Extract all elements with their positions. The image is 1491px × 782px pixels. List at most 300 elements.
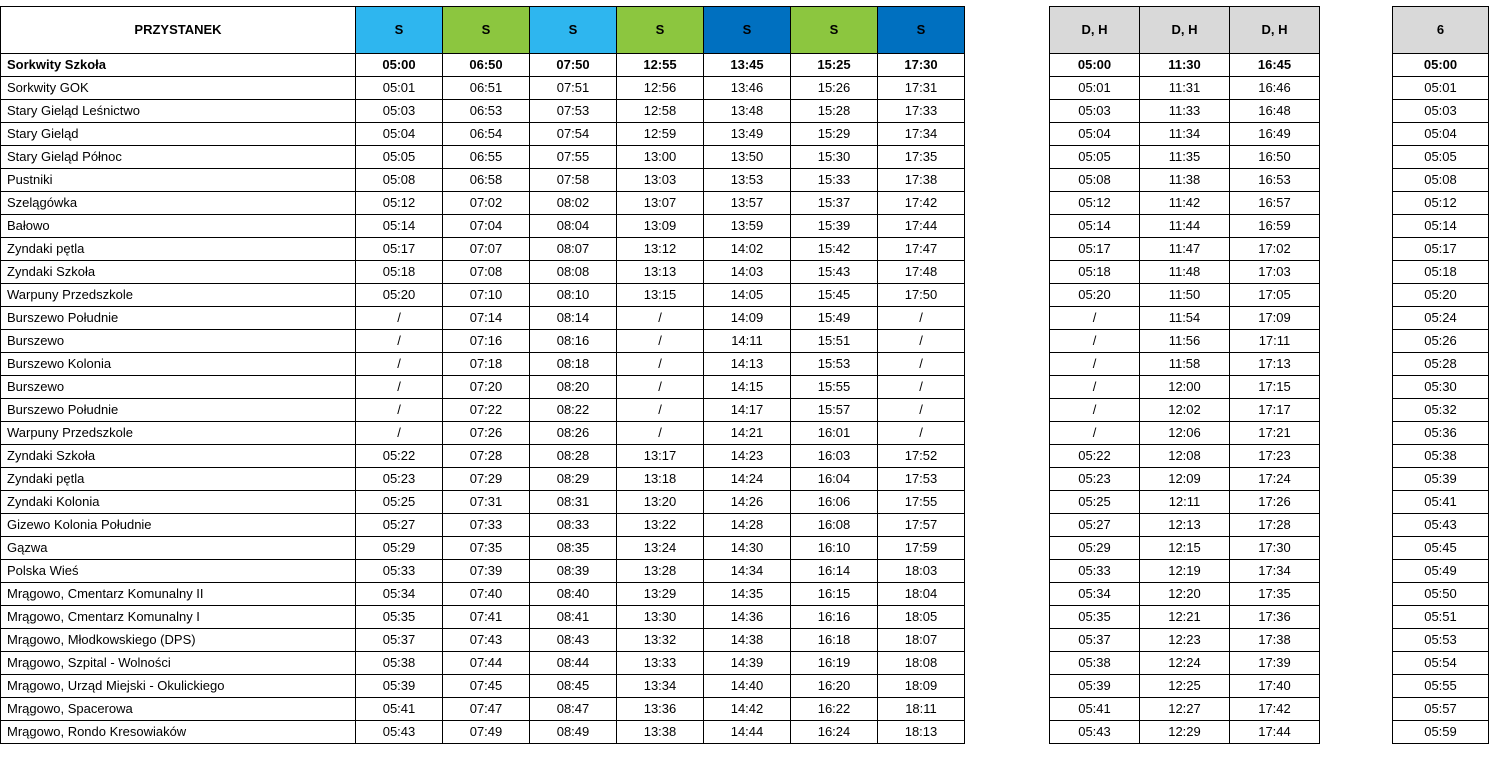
departure-time-cell: 05:30 (1393, 376, 1489, 399)
departure-time-cell: / (617, 307, 704, 330)
departure-time-cell: 07:47 (443, 698, 530, 721)
departure-time-cell: 18:09 (878, 675, 965, 698)
departure-time-cell: 16:06 (791, 491, 878, 514)
departure-time-cell: 12:56 (617, 77, 704, 100)
departure-time-cell: 06:50 (443, 54, 530, 77)
departure-time-cell: 05:22 (1050, 445, 1140, 468)
departure-time-cell: 05:53 (1393, 629, 1489, 652)
departure-time-cell: 14:35 (704, 583, 791, 606)
table-row (1, 537, 965, 560)
table-row (1, 100, 965, 123)
departure-time-cell: 07:43 (443, 629, 530, 652)
departure-time-cell: / (356, 330, 443, 353)
table-row (1050, 537, 1320, 560)
departure-time-cell: 05:20 (1050, 284, 1140, 307)
departure-time-cell: 08:16 (530, 330, 617, 353)
departure-time-cell: 16:04 (791, 468, 878, 491)
table-row (1393, 353, 1489, 376)
departure-time-cell: 08:07 (530, 238, 617, 261)
mid-timetable-body (1050, 54, 1320, 744)
departure-time-cell: 17:02 (1230, 238, 1320, 261)
departure-time-cell: 05:35 (1050, 606, 1140, 629)
departure-time-cell: 16:20 (791, 675, 878, 698)
departure-time-cell: 16:49 (1230, 123, 1320, 146)
departure-time-cell: 13:46 (704, 77, 791, 100)
departure-time-cell: 08:40 (530, 583, 617, 606)
departure-time-cell: 08:28 (530, 445, 617, 468)
departure-time-cell: 06:55 (443, 146, 530, 169)
stop-name-cell: Szelągówka (1, 192, 356, 215)
departure-time-cell: 16:14 (791, 560, 878, 583)
departure-time-cell: 07:28 (443, 445, 530, 468)
departure-time-cell: 07:41 (443, 606, 530, 629)
departure-time-cell: / (356, 376, 443, 399)
departure-time-cell: 11:42 (1140, 192, 1230, 215)
departure-time-cell: 05:39 (356, 675, 443, 698)
departure-time-cell: 13:20 (617, 491, 704, 514)
departure-time-cell: 11:33 (1140, 100, 1230, 123)
departure-time-cell: 13:32 (617, 629, 704, 652)
stop-name-cell: Stary Gieląd (1, 123, 356, 146)
departure-time-cell: 17:47 (878, 238, 965, 261)
departure-time-cell: 05:38 (1393, 445, 1489, 468)
table-row (1, 399, 965, 422)
departure-time-cell: 15:37 (791, 192, 878, 215)
table-row (1393, 583, 1489, 606)
table-row (1, 721, 965, 744)
stop-name-cell: Zyndaki pętla (1, 238, 356, 261)
departure-time-cell: 05:12 (356, 192, 443, 215)
departure-time-cell: / (356, 307, 443, 330)
table-row (1393, 77, 1489, 100)
departure-time-cell: 05:33 (1050, 560, 1140, 583)
departure-time-cell: 13:17 (617, 445, 704, 468)
stop-name-cell: Mrągowo, Urząd Miejski - Okulickiego (1, 675, 356, 698)
table-row (1050, 146, 1320, 169)
departure-time-cell: / (617, 422, 704, 445)
departure-time-cell: 05:29 (1050, 537, 1140, 560)
departure-time-cell: 05:23 (356, 468, 443, 491)
departure-time-cell: 05:04 (1050, 123, 1140, 146)
departure-time-cell: 08:18 (530, 353, 617, 376)
departure-time-cell: 08:33 (530, 514, 617, 537)
departure-time-cell: 07:51 (530, 77, 617, 100)
departure-time-cell: 17:34 (1230, 560, 1320, 583)
departure-time-cell: 14:36 (704, 606, 791, 629)
table-row (1, 123, 965, 146)
departure-time-cell: 05:27 (356, 514, 443, 537)
table-row (1393, 215, 1489, 238)
table-row (1393, 514, 1489, 537)
departure-time-cell: 07:49 (443, 721, 530, 744)
departure-time-cell: 11:38 (1140, 169, 1230, 192)
departure-time-cell: 05:41 (1393, 491, 1489, 514)
departure-time-cell: 17:11 (1230, 330, 1320, 353)
departure-time-cell: 14:42 (704, 698, 791, 721)
departure-time-cell: 13:28 (617, 560, 704, 583)
departure-time-cell: 12:06 (1140, 422, 1230, 445)
departure-time-cell: 15:42 (791, 238, 878, 261)
departure-time-cell: 16:18 (791, 629, 878, 652)
departure-time-cell: 17:52 (878, 445, 965, 468)
column-header-saturday: 6 (1393, 7, 1489, 54)
departure-time-cell: 13:38 (617, 721, 704, 744)
table-row (1393, 261, 1489, 284)
departure-time-cell: 13:09 (617, 215, 704, 238)
table-row (1393, 652, 1489, 675)
departure-time-cell: 12:20 (1140, 583, 1230, 606)
last-timetable (1392, 6, 1489, 744)
departure-time-cell: / (878, 330, 965, 353)
departure-time-cell: 08:20 (530, 376, 617, 399)
departure-time-cell: 08:41 (530, 606, 617, 629)
departure-time-cell: / (1050, 307, 1140, 330)
table-row (1050, 560, 1320, 583)
stop-name-cell: Gizewo Kolonia Południe (1, 514, 356, 537)
departure-time-cell: 13:18 (617, 468, 704, 491)
departure-time-cell: 16:24 (791, 721, 878, 744)
table-row (1, 77, 965, 100)
departure-time-cell: 13:13 (617, 261, 704, 284)
departure-time-cell: 05:03 (356, 100, 443, 123)
departure-time-cell: 13:30 (617, 606, 704, 629)
departure-time-cell: 07:07 (443, 238, 530, 261)
departure-time-cell: 05:08 (356, 169, 443, 192)
departure-time-cell: 14:26 (704, 491, 791, 514)
departure-time-cell: 05:25 (1050, 491, 1140, 514)
departure-time-cell: 16:15 (791, 583, 878, 606)
table-row (1, 652, 965, 675)
departure-time-cell: 12:11 (1140, 491, 1230, 514)
departure-time-cell: 14:39 (704, 652, 791, 675)
departure-time-cell: 05:20 (1393, 284, 1489, 307)
table-row (1, 422, 965, 445)
departure-time-cell: 14:05 (704, 284, 791, 307)
column-header-day-type-2: D, H (1140, 7, 1230, 54)
main-timetable (0, 6, 965, 744)
departure-time-cell: 05:54 (1393, 652, 1489, 675)
departure-time-cell: 16:01 (791, 422, 878, 445)
stop-name-cell: Pustniki (1, 169, 356, 192)
table-row (1050, 77, 1320, 100)
table-row (1393, 146, 1489, 169)
table-row (1050, 514, 1320, 537)
departure-time-cell: 14:30 (704, 537, 791, 560)
departure-time-cell: 11:54 (1140, 307, 1230, 330)
departure-time-cell: 14:17 (704, 399, 791, 422)
column-header-course-6: S (791, 7, 878, 54)
departure-time-cell: 14:15 (704, 376, 791, 399)
stop-name-cell: Mrągowo, Cmentarz Komunalny I (1, 606, 356, 629)
departure-time-cell: 08:14 (530, 307, 617, 330)
column-header-course-5: S (704, 7, 791, 54)
departure-time-cell: 12:08 (1140, 445, 1230, 468)
table-row (1393, 169, 1489, 192)
table-row (1050, 491, 1320, 514)
departure-time-cell: 05:18 (1393, 261, 1489, 284)
departure-time-cell: 05:01 (1050, 77, 1140, 100)
departure-time-cell: 05:26 (1393, 330, 1489, 353)
table-row (1050, 238, 1320, 261)
departure-time-cell: 08:08 (530, 261, 617, 284)
departure-time-cell: 15:39 (791, 215, 878, 238)
departure-time-cell: 16:50 (1230, 146, 1320, 169)
departure-time-cell: 18:11 (878, 698, 965, 721)
stop-name-cell: Zyndaki Kolonia (1, 491, 356, 514)
departure-time-cell: 15:30 (791, 146, 878, 169)
departure-time-cell: 05:35 (356, 606, 443, 629)
last-timetable-head (1393, 7, 1489, 54)
departure-time-cell: 16:46 (1230, 77, 1320, 100)
departure-time-cell: 12:02 (1140, 399, 1230, 422)
table-row (1050, 307, 1320, 330)
departure-time-cell: 17:30 (1230, 537, 1320, 560)
departure-time-cell: 08:43 (530, 629, 617, 652)
departure-time-cell: 05:59 (1393, 721, 1489, 744)
departure-time-cell: 17:57 (878, 514, 965, 537)
departure-time-cell: 05:03 (1393, 100, 1489, 123)
departure-time-cell: 05:38 (356, 652, 443, 675)
departure-time-cell: 11:30 (1140, 54, 1230, 77)
table-row (1393, 445, 1489, 468)
departure-time-cell: 05:38 (1050, 652, 1140, 675)
table-row (1050, 192, 1320, 215)
departure-time-cell: 16:16 (791, 606, 878, 629)
departure-time-cell: 14:24 (704, 468, 791, 491)
departure-time-cell: 16:08 (791, 514, 878, 537)
departure-time-cell: 12:00 (1140, 376, 1230, 399)
table-row (1, 583, 965, 606)
departure-time-cell: 18:07 (878, 629, 965, 652)
column-header-course-2: S (443, 7, 530, 54)
departure-time-cell: / (878, 422, 965, 445)
table-row (1050, 698, 1320, 721)
departure-time-cell: 05:43 (1050, 721, 1140, 744)
departure-time-cell: / (1050, 330, 1140, 353)
departure-time-cell: 14:23 (704, 445, 791, 468)
departure-time-cell: 07:04 (443, 215, 530, 238)
stop-name-cell: Sorkwity GOK (1, 77, 356, 100)
departure-time-cell: / (1050, 353, 1140, 376)
departure-time-cell: 17:53 (878, 468, 965, 491)
departure-time-cell: / (617, 376, 704, 399)
departure-time-cell: 13:49 (704, 123, 791, 146)
main-timetable-head (1, 7, 965, 54)
departure-time-cell: / (356, 353, 443, 376)
departure-time-cell: / (1050, 376, 1140, 399)
stop-name-cell: Zyndaki pętla (1, 468, 356, 491)
departure-time-cell: 07:45 (443, 675, 530, 698)
departure-time-cell: 13:50 (704, 146, 791, 169)
departure-time-cell: 05:08 (1393, 169, 1489, 192)
departure-time-cell: 11:34 (1140, 123, 1230, 146)
departure-time-cell: 07:02 (443, 192, 530, 215)
departure-time-cell: 05:23 (1050, 468, 1140, 491)
departure-time-cell: 11:47 (1140, 238, 1230, 261)
departure-time-cell: 12:59 (617, 123, 704, 146)
departure-time-cell: 05:34 (1050, 583, 1140, 606)
table-row (1050, 606, 1320, 629)
departure-time-cell: 05:01 (1393, 77, 1489, 100)
departure-time-cell: 14:40 (704, 675, 791, 698)
departure-time-cell: 15:53 (791, 353, 878, 376)
departure-time-cell: 13:57 (704, 192, 791, 215)
column-header-course-3: S (530, 7, 617, 54)
departure-time-cell: 05:34 (356, 583, 443, 606)
departure-time-cell: 07:33 (443, 514, 530, 537)
stop-name-cell: Burszewo Kolonia (1, 353, 356, 376)
stop-name-cell: Mrągowo, Cmentarz Komunalny II (1, 583, 356, 606)
departure-time-cell: 08:31 (530, 491, 617, 514)
departure-time-cell: 07:22 (443, 399, 530, 422)
departure-time-cell: 17:33 (878, 100, 965, 123)
departure-time-cell: 12:21 (1140, 606, 1230, 629)
table-row (1, 238, 965, 261)
departure-time-cell: 17:48 (878, 261, 965, 284)
departure-time-cell: 17:13 (1230, 353, 1320, 376)
stop-name-cell: Warpuny Przedszkole (1, 284, 356, 307)
departure-time-cell: 17:50 (878, 284, 965, 307)
departure-time-cell: 16:53 (1230, 169, 1320, 192)
departure-time-cell: / (878, 353, 965, 376)
departure-time-cell: 17:55 (878, 491, 965, 514)
departure-time-cell: / (1050, 422, 1140, 445)
table-row (1, 215, 965, 238)
departure-time-cell: 17:03 (1230, 261, 1320, 284)
departure-time-cell: 05:37 (1050, 629, 1140, 652)
departure-time-cell: 08:44 (530, 652, 617, 675)
departure-time-cell: 15:28 (791, 100, 878, 123)
departure-time-cell: 14:13 (704, 353, 791, 376)
departure-time-cell: 11:56 (1140, 330, 1230, 353)
departure-time-cell: 17:31 (878, 77, 965, 100)
departure-time-cell: 17:28 (1230, 514, 1320, 537)
table-row (1, 629, 965, 652)
departure-time-cell: 17:39 (1230, 652, 1320, 675)
table-row (1050, 445, 1320, 468)
departure-time-cell: 05:12 (1393, 192, 1489, 215)
departure-time-cell: 05:14 (1050, 215, 1140, 238)
stop-name-cell: Mrągowo, Młodkowskiego (DPS) (1, 629, 356, 652)
departure-time-cell: 17:05 (1230, 284, 1320, 307)
table-row (1, 284, 965, 307)
departure-time-cell: 17:42 (878, 192, 965, 215)
departure-time-cell: / (878, 376, 965, 399)
departure-time-cell: 15:57 (791, 399, 878, 422)
table-row (1393, 698, 1489, 721)
departure-time-cell: 08:22 (530, 399, 617, 422)
table-row (1050, 583, 1320, 606)
departure-time-cell: 13:33 (617, 652, 704, 675)
stop-name-cell: Burszewo Południe (1, 307, 356, 330)
departure-time-cell: 17:15 (1230, 376, 1320, 399)
departure-time-cell: 18:05 (878, 606, 965, 629)
departure-time-cell: 07:29 (443, 468, 530, 491)
departure-time-cell: 05:14 (1393, 215, 1489, 238)
departure-time-cell: 16:57 (1230, 192, 1320, 215)
table-row (1393, 307, 1489, 330)
departure-time-cell: 05:37 (356, 629, 443, 652)
table-row (1050, 100, 1320, 123)
departure-time-cell: 14:38 (704, 629, 791, 652)
departure-time-cell: 14:02 (704, 238, 791, 261)
table-row (1393, 675, 1489, 698)
departure-time-cell: 16:22 (791, 698, 878, 721)
departure-time-cell: 17:40 (1230, 675, 1320, 698)
departure-time-cell: 05:05 (356, 146, 443, 169)
table-row (1050, 422, 1320, 445)
table-row (1050, 675, 1320, 698)
table-row (1393, 721, 1489, 744)
departure-time-cell: 17:23 (1230, 445, 1320, 468)
departure-time-cell: 07:26 (443, 422, 530, 445)
table-row (1, 560, 965, 583)
departure-time-cell: / (878, 307, 965, 330)
stop-name-cell: Burszewo (1, 330, 356, 353)
departure-time-cell: 14:34 (704, 560, 791, 583)
departure-time-cell: 05:17 (356, 238, 443, 261)
stop-name-cell: Stary Gieląd Północ (1, 146, 356, 169)
departure-time-cell: 05:43 (1393, 514, 1489, 537)
departure-time-cell: 06:54 (443, 123, 530, 146)
departure-time-cell: 05:18 (356, 261, 443, 284)
table-row (1393, 100, 1489, 123)
departure-time-cell: 15:45 (791, 284, 878, 307)
departure-time-cell: 08:29 (530, 468, 617, 491)
table-row (1, 169, 965, 192)
departure-time-cell: 13:29 (617, 583, 704, 606)
departure-time-cell: 05:05 (1393, 146, 1489, 169)
departure-time-cell: 16:45 (1230, 54, 1320, 77)
departure-time-cell: 07:31 (443, 491, 530, 514)
departure-time-cell: 13:53 (704, 169, 791, 192)
departure-time-cell: 15:55 (791, 376, 878, 399)
departure-time-cell: 05:41 (356, 698, 443, 721)
departure-time-cell: 05:17 (1393, 238, 1489, 261)
table-row (1393, 560, 1489, 583)
table-row (1, 606, 965, 629)
stop-name-cell: Mrągowo, Spacerowa (1, 698, 356, 721)
departure-time-cell: 05:57 (1393, 698, 1489, 721)
departure-time-cell: 05:17 (1050, 238, 1140, 261)
main-header-row (1, 7, 965, 54)
departure-time-cell: 15:29 (791, 123, 878, 146)
departure-time-cell: 18:04 (878, 583, 965, 606)
departure-time-cell: 13:59 (704, 215, 791, 238)
departure-time-cell: 17:59 (878, 537, 965, 560)
departure-time-cell: 06:51 (443, 77, 530, 100)
stop-name-cell: Sorkwity Szkoła (1, 54, 356, 77)
departure-time-cell: 05:00 (1393, 54, 1489, 77)
stop-name-cell: Burszewo Południe (1, 399, 356, 422)
table-row (1050, 652, 1320, 675)
departure-time-cell: 07:50 (530, 54, 617, 77)
last-timetable-body (1393, 54, 1489, 744)
departure-time-cell: 05:43 (356, 721, 443, 744)
table-row (1050, 468, 1320, 491)
departure-time-cell: 12:23 (1140, 629, 1230, 652)
departure-time-cell: 11:31 (1140, 77, 1230, 100)
departure-time-cell: 13:22 (617, 514, 704, 537)
departure-time-cell: 14:11 (704, 330, 791, 353)
departure-time-cell: 13:48 (704, 100, 791, 123)
table-row (1050, 399, 1320, 422)
stop-name-cell: Stary Gieląd Leśnictwo (1, 100, 356, 123)
departure-time-cell: 07:14 (443, 307, 530, 330)
table-row (1050, 261, 1320, 284)
stop-name-cell: Zyndaki Szkoła (1, 445, 356, 468)
departure-time-cell: 05:18 (1050, 261, 1140, 284)
